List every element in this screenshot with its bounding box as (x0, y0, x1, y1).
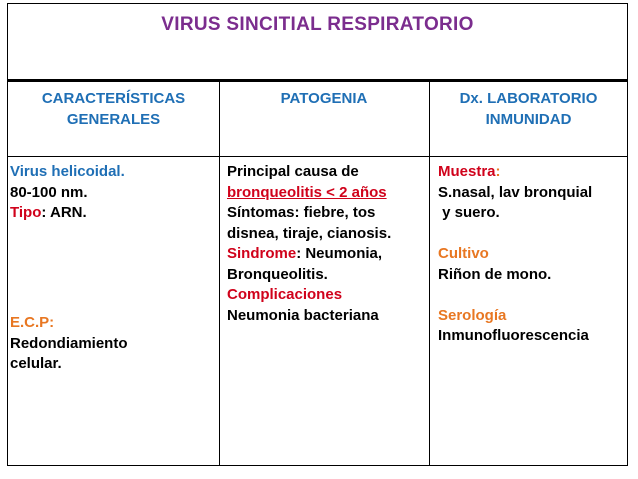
header-col3-line1: Dx. LABORATORIO (459, 90, 598, 107)
serologia-label: Serología (438, 306, 507, 324)
tipo-value: : ARN. (41, 204, 87, 221)
cultivo-value: Riñon de mono. (438, 265, 552, 283)
ecp-label: E.C.P: (10, 314, 55, 331)
title-box (7, 3, 628, 80)
muestra-line1: S.nasal, lav bronquial (438, 183, 593, 201)
header-caracteristicas (8, 88, 219, 130)
ecp-line2: celular. (10, 355, 62, 372)
patogenia-line4: disnea, tiraje, cianosis. (227, 224, 392, 242)
virus-size-text: 80-100 nm. (10, 183, 88, 201)
patogenia-line1: Principal causa de (227, 163, 359, 180)
patogenia-line8: Neumonia bacteriana (227, 306, 379, 324)
sindrome-value: : Neumonia, (296, 245, 383, 262)
header-col1-line2: GENERALES (66, 111, 161, 128)
patogenia-line6: Bronqueolitis. (227, 265, 328, 283)
cell-patogenia (227, 162, 391, 326)
patogenia-line2: bronqueolitis < 2 años (227, 183, 387, 201)
header-laboratorio (429, 88, 628, 130)
cultivo-label: Cultivo (438, 245, 489, 262)
header-col1-line1: CARACTERÍSTICAS (41, 90, 186, 107)
header-row-divider (8, 156, 627, 157)
header-col3-line2: INMUNIDAD (485, 111, 572, 128)
cell-ecp (10, 313, 128, 375)
sindrome-label: Sindrome (227, 245, 297, 262)
page-title: VIRUS SINCITIAL RESPIRATORIO (161, 14, 474, 35)
tipo-line (10, 203, 125, 224)
cell-laboratorio (438, 162, 592, 347)
header-patogenia (219, 88, 429, 109)
muestra-line2: y suero. (438, 204, 500, 221)
tipo-label: Tipo (10, 204, 42, 221)
muestra-line (438, 162, 592, 183)
patogenia-line3: Síntomas: fiebre, tos (227, 204, 376, 221)
ecp-line1: Redondiamiento (10, 334, 128, 352)
info-table (7, 82, 628, 466)
column-divider-2 (429, 82, 430, 465)
complicaciones-label: Complicaciones (227, 286, 343, 303)
serologia-value: Inmunofluorescencia (438, 327, 589, 344)
sindrome-line (227, 244, 391, 265)
virus-type-text: Virus helicoidal. (10, 163, 125, 180)
column-divider-1 (219, 82, 220, 465)
cell-caracteristicas (10, 162, 125, 224)
header-col2: PATOGENIA (280, 90, 368, 107)
muestra-label: Muestra (438, 163, 496, 180)
muestra-colon: : (495, 163, 501, 180)
